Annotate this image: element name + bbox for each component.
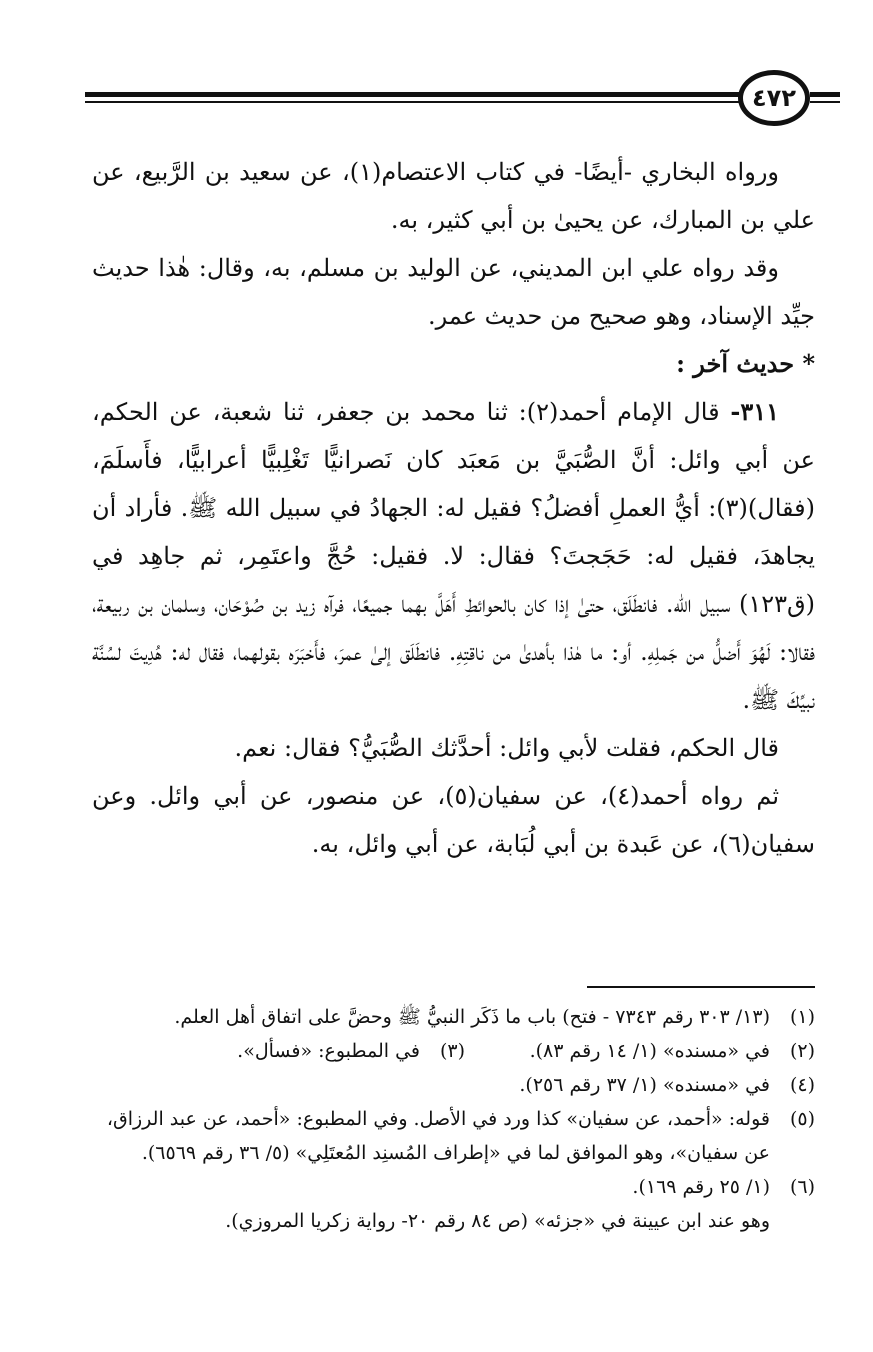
hadith-paragraph — [92, 388, 815, 724]
hadith-text: قال الإمام أحمد(٢): ثنا محمد بن جعفر، ثنا شعبة، عن الحكم، عن أبي وائل: أنَّ الصُّبَيَّ بن مَعبَد كان نَصرانيًّا تَغْلِبيًّا أعرابيًّا، فأَسلَمَ، (فقال)(٣): أيُّ العملِ أفضلُ؟ فقيل له: الجهادُ في سبيل الله ﷺ. فأراد أن يجاهدَ، فقيل له: حَجَجتَ؟ فقال: لا. فقيل: حُجَّ واعتَمِر، ثم جاهِد في (ق١٢٣) سبيل الله. فانطَلَق، حتىٰ إذا كان بالحوائطِ أَهَلَّ بهما جميعًا، فرآه زيد بن صُوْحَان، وسلمان بن ربيعة، فقالا: لَهُوَ أَضلُّ من جَملِهِ. أو: ما هٰذا بأهدىٰ من ناقتِهِ. فانطَلَق إلىٰ عمرَ، فأَخبَرَه بقولهما، فقال له: هُدِيتَ لسُنَّة نبيِّكَ ﷺ. — [92, 398, 815, 714]
footnote-item — [92, 1068, 815, 1102]
hadith-number: ٣١١- — [730, 397, 779, 426]
footnote-item — [92, 1102, 815, 1170]
paragraph-5: ثم رواه أحمد(٤)، عن سفيان(٥)، عن منصور، عن أبي وائل. وعن سفيان(٦)، عن عَبدة بن أبي لُبَابة، عن أبي وائل، به. — [92, 782, 815, 858]
footnote-text: في «مسنده» (١/ ٣٧ رقم ٢٥٦). — [519, 1074, 770, 1096]
footnote-item — [237, 1034, 465, 1068]
footnote-item — [465, 1034, 815, 1068]
page-number: ٤٧٢ — [738, 70, 810, 126]
footnote-text: قوله: «أحمد، عن سفيان» كذا ورد في الأصل. وفي المطبوع: «أحمد، عن عبد الرزاق، عن سفيان»، وهو الموافق لما في «إطراف المُسنِد المُعتَلِي» (٥/ ٣٦ رقم ٦٥٦٩). — [106, 1108, 770, 1164]
footnote-continuation: وهو عند ابن عيينة في «جزئه» (ص ٨٤ رقم ٢٠- رواية زكريا المروزي). — [225, 1210, 770, 1232]
section-heading: * حديث آخر : — [676, 349, 815, 378]
footnote-number: (٣) — [439, 1040, 465, 1062]
footnote-number: (٦) — [789, 1176, 815, 1198]
footnote-number: (٤) — [789, 1074, 815, 1096]
page-header — [85, 68, 840, 130]
header-rule-thin — [85, 101, 740, 103]
footnote-number: (١) — [789, 1006, 815, 1028]
footnote-text: في المطبوع: «فسأل». — [237, 1040, 420, 1062]
main-text — [92, 148, 815, 868]
paragraph-4: قال الحكم، فقلت لأبي وائل: أحدَّثك الصُّبَيُّ؟ فقال: نعم. — [234, 734, 779, 762]
paragraph-2: وقد رواه علي ابن المديني، عن الوليد بن مسلم، به، وقال: هٰذا حديث جيِّد الإسناد، وهو صحيح من حديث عمر. — [92, 254, 815, 330]
footnote-row — [92, 1034, 815, 1068]
footnotes — [92, 1000, 815, 1238]
header-rule-tail-thin — [810, 101, 840, 103]
header-rule-thick — [85, 92, 740, 97]
footnote-text: في «مسنده» (١/ ١٤ رقم ٨٣). — [529, 1040, 770, 1062]
footnote-item — [92, 1170, 815, 1204]
paragraph-1: ورواه البخاري -أيضًا- في كتاب الاعتصام(١)، عن سعيد بن الرَّبيع، عن علي بن المبارك، عن يحيىٰ بن أبي كثير، به. — [92, 158, 815, 234]
footnote-separator — [587, 986, 815, 988]
header-rule-tail-thick — [810, 92, 840, 97]
footnote-text: (١/ ٢٥ رقم ١٦٩). — [632, 1176, 770, 1198]
footnote-number: (٥) — [789, 1108, 815, 1130]
footnote-number: (٢) — [789, 1040, 815, 1062]
footnote-item — [92, 1000, 815, 1034]
footnote-text: (١٣/ ٣٠٣ رقم ٧٣٤٣ - فتح) باب ما ذَكَر النبيُّ ﷺ وحضَّ على اتفاق أهل العلم. — [174, 1006, 770, 1028]
